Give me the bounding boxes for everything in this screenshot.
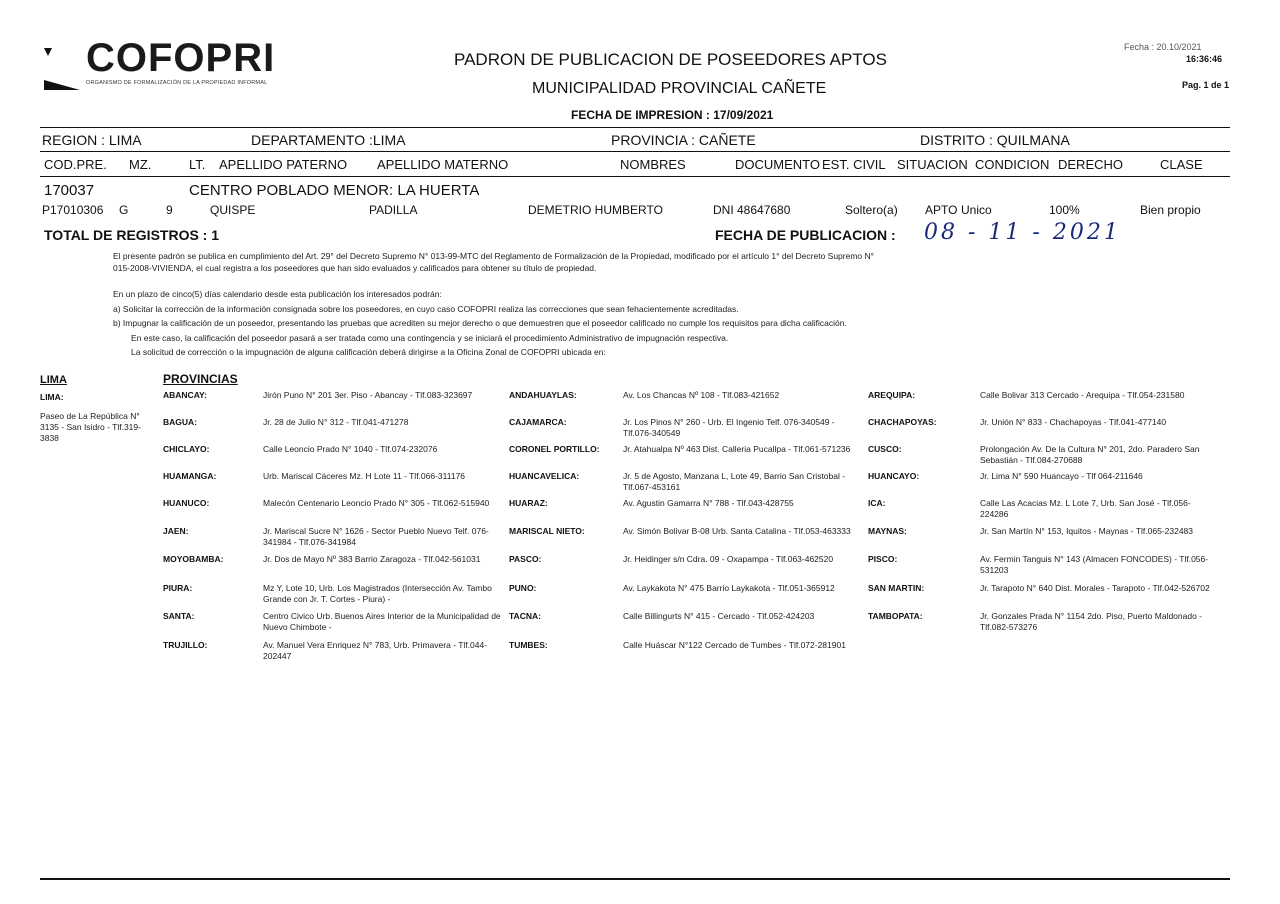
office-label: TACNA: [509, 611, 541, 621]
office-address: Av. Los Chancas Nº 108 - Tlf.083-421652 [623, 390, 780, 400]
distrito: DISTRITO : QUILMANA [920, 132, 1070, 148]
cell-condicion: Unico [961, 203, 992, 217]
cell-ap-paterno: QUISPE [210, 203, 256, 217]
group-code: 170037 [44, 182, 95, 199]
office-address: Malecón Centenario Leoncio Prado N° 305 - Tlf.062-515940 [263, 498, 490, 508]
office-address: Jr. Tarapoto N° 640 Dist. Morales - Tarapoto - Tlf.042-526702 [980, 583, 1210, 593]
office-address: Mz Y, Lote 10, Urb. Los Magistrados (Intersección Av. Tambo Grande con Jr. T. Cortes - Piura) - [263, 583, 492, 604]
legal-paragraph-1b: 015-2008-VIVIENDA, el cual registra a los poseedores que han sido evaluados y calificados para obtener su título de propiedad. [113, 263, 597, 273]
office-label: CHICLAYO: [163, 444, 210, 454]
page-number: Pag. 1 de 1 [1182, 80, 1230, 90]
logo-subtitle: ORGANISMO DE FORMALIZACIÓN DE LA PROPIEDAD INFORMAL [86, 80, 268, 86]
provincias-header: PROVINCIAS [163, 372, 238, 386]
bottom-rule [40, 878, 1230, 880]
office-label: HUARAZ: [509, 498, 548, 508]
cell-est-civil: Soltero(a) [845, 203, 898, 217]
col-situacion: SITUACION [897, 157, 968, 172]
office-label: MOYOBAMBA: [163, 554, 224, 564]
col-derecho: DERECHO [1058, 157, 1124, 172]
col-ap-materno: APELLIDO MATERNO [377, 157, 509, 172]
legal-paragraph-3: a) Solicitar la corrección de la información consignada sobre los poseedores, en cuyo caso COFOPRI realiza las correcciones que sean fehacientemente acreditadas. [113, 304, 739, 314]
col-mz: MZ. [129, 157, 152, 172]
office-address: Calle Leoncio Prado N° 1040 - Tlf.074-232076 [263, 444, 438, 454]
hora: 16:36:46 [1186, 54, 1223, 64]
office-label: CAJAMARCA: [509, 417, 567, 427]
cell-cod: P17010306 [42, 203, 104, 217]
office-label: PUNO: [509, 583, 537, 593]
legal-paragraph-2: En un plazo de cinco(5) días calendario desde esta publicación los interesados podrán: [113, 289, 442, 299]
office-address: Centro Civico Urb. Buenos Aires Interior de la Municipalidad de Nuevo Chimbote - [263, 611, 501, 632]
office-label: SANTA: [163, 611, 195, 621]
legal-paragraph-6: La solicitud de corrección o la impugnación de alguna calificación deberá dirigirse a la Oficina Zonal de COFOPRI ubicada en: [131, 347, 606, 357]
col-ap-paterno: APELLIDO PATERNO [219, 157, 348, 172]
fecha-publicacion-label: FECHA DE PUBLICACION : [715, 227, 896, 243]
office-address: Calle Huáscar N°122 Cercado de Tumbes - Tlf.072-281901 [623, 640, 846, 650]
office-label: TUMBES: [509, 640, 548, 650]
office-label: HUANCAVELICA: [509, 471, 580, 481]
cell-documento: DNI 48647680 [713, 203, 791, 217]
office-address: Jr. San Martín N° 153, Iquitos - Maynas - Tlf.065-232483 [980, 526, 1194, 536]
fecha-label: Fecha : 20.10/2021 [1124, 42, 1202, 52]
office-address: Av. Fermin Tanguis N° 143 (Almacen FONCODES) - Tlf.056-531203 [980, 554, 1209, 575]
office-label: HUANCAYO: [868, 471, 920, 481]
office-address: Jr. Unión N° 833 - Chachapoyas - Tlf.041-477140 [980, 417, 1167, 427]
office-label: AREQUIPA: [868, 390, 916, 400]
office-label: SAN MARTIN: [868, 583, 925, 593]
office-label: ANDAHUAYLAS: [509, 390, 577, 400]
legal-paragraph-1: El presente padrón se publica en cumplimiento del Art. 29° del Decreto Supremo N° 013-99-MTC del Reglamento de Formalización de la Propiedad, modificado por el artículo 1° del Decreto Supremo N° [113, 251, 875, 261]
office-label: TAMBOPATA: [868, 611, 923, 621]
provincia: PROVINCIA : CAÑETE [611, 132, 756, 148]
office-address: Prolongación Av. De la Cultura N° 201, 2do. Paradero San Sebastián - Tlf.084-270688 [980, 444, 1200, 465]
cell-mz: G [119, 203, 129, 217]
cell-nombres: DEMETRIO HUMBERTO [528, 203, 663, 217]
office-address: Av. Simón Bolivar B-08 Urb. Santa Catalina - Tlf.053-463333 [623, 526, 851, 536]
office-address: Jr. Heidinger s/n Cdra. 09 - Oxapampa - Tlf.063-462520 [623, 554, 834, 564]
office-label: ABANCAY: [163, 390, 207, 400]
cell-derecho: 100% [1049, 203, 1080, 217]
office-address: Jr. Dos de Mayo Nº 383 Barrio Zaragoza - Tlf.042-561031 [263, 554, 481, 564]
logo-text: COFOPRI [86, 36, 276, 80]
page-title: PADRON DE PUBLICACION DE POSEEDORES APTOS [454, 50, 887, 69]
page-subtitle: MUNICIPALIDAD PROVINCIAL CAÑETE [532, 80, 827, 97]
office-label: TRUJILLO: [163, 640, 208, 650]
print-date: FECHA DE IMPRESION : 17/09/2021 [571, 108, 774, 122]
col-clase: CLASE [1160, 157, 1203, 172]
region: REGION : LIMA [42, 132, 142, 148]
total-records: TOTAL DE REGISTROS : 1 [44, 227, 220, 243]
office-address: Calle Las Acacias Mz. L Lote 7, Urb. San José - Tlf.056-224286 [980, 498, 1191, 519]
office-label: CUSCO: [868, 444, 902, 454]
office-label: MARISCAL NIETO: [509, 526, 585, 536]
col-est-civil: EST. CIVIL [822, 157, 886, 172]
office-label: CORONEL PORTILLO: [509, 444, 600, 454]
col-cod: COD.PRE. [44, 157, 107, 172]
office-address: Jr. Los Pinos N° 260 - Urb. El Ingenio Telf. 076-340549 - Tlf.076-340549 [623, 417, 835, 438]
office-address: Jr. Atahualpa Nº 463 Dist. Calleria Pucallpa - Tlf.061-571236 [623, 444, 851, 454]
office-label: BAGUA: [163, 417, 197, 427]
office-label: JAEN: [163, 526, 189, 536]
cell-lt: 9 [166, 203, 173, 217]
lima-label: LIMA: [40, 392, 64, 402]
office-address: Av. Manuel Vera Enriquez N° 783, Urb. Primavera - Tlf.044-202447 [263, 640, 488, 661]
legal-paragraph-4: b) Impugnar la calificación de un poseedor, presentando las pruebas que acrediten su mejor derecho o que demuestren que el poseedor calificado no cumple los requisitos para dicha calificación. [113, 318, 847, 328]
office-label: PIURA: [163, 583, 193, 593]
office-label: HUAMANGA: [163, 471, 217, 481]
office-label: PISCO: [868, 554, 898, 564]
lima-address: Paseo de La República N° 3135 - San Isidro - Tlf.319-3838 [40, 411, 141, 443]
col-nombres: NOMBRES [620, 157, 686, 172]
office-address: Av. Agustin Gamarra N° 788 - Tlf.043-428755 [623, 498, 794, 508]
office-address: Jr. Gonzales Prada N° 1154 2do. Piso, Puerto Maldonado - Tlf.082-573276 [980, 611, 1203, 632]
legal-paragraph-5: En este caso, la calificación del poseedor pasará a ser tratada como una contingencia y se iniciará el procedimiento Administrativo de impugnación respectiva. [131, 333, 729, 343]
office-label: PASCO: [509, 554, 542, 564]
office-label: CHACHAPOYAS: [868, 417, 937, 427]
office-label: HUANUCO: [163, 498, 210, 508]
office-address: Jr. 5 de Agosto, Manzana L, Lote 49, Barrio San Cristobal - Tlf.067-453161 [623, 471, 846, 492]
office-address: Jirón Puno N° 201 3er. Piso - Abancay - Tlf.083-323697 [263, 390, 473, 400]
col-condicion: CONDICION [975, 157, 1050, 172]
col-lt: LT. [189, 157, 206, 172]
cofopri-logo-mark [40, 44, 84, 92]
office-address: Jr. 28 de Julio N° 312 - Tlf.041-471278 [263, 417, 409, 427]
fecha-publicacion-handwritten: 08 - 11 - 2021 [924, 220, 1121, 245]
office-address: Jr. Lima N° 590 Huancayo - Tlf 064-211646 [980, 471, 1143, 481]
office-label: ICA: [868, 498, 886, 508]
col-documento: DOCUMENTO [735, 157, 820, 172]
cell-clase: Bien propio [1140, 203, 1201, 217]
office-address: Urb. Mariscal Cáceres Mz. H Lote 11 - Tlf.066-311176 [263, 471, 466, 481]
office-address: Av. Laykakota N° 475 Barrio Laykakota - Tlf.051-365912 [623, 583, 835, 593]
group-name: CENTRO POBLADO MENOR: LA HUERTA [189, 182, 480, 199]
office-label: MAYNAS: [868, 526, 907, 536]
office-address: Calle Billingurts N° 415 - Cercado - Tlf.052-424203 [623, 611, 815, 621]
office-address: Calle Bolivar 313 Cercado - Arequipa - Tlf.054-231580 [980, 390, 1185, 400]
departamento: DEPARTAMENTO :LIMA [251, 132, 406, 148]
cell-situacion: APTO [925, 203, 958, 217]
lima-header: LIMA [40, 374, 67, 386]
cell-ap-materno: PADILLA [369, 203, 418, 217]
office-address: Jr. Mariscal Sucre N° 1626 - Sector Pueblo Nuevo Telf. 076-341984 - Tlf.076-341984 [263, 526, 489, 547]
